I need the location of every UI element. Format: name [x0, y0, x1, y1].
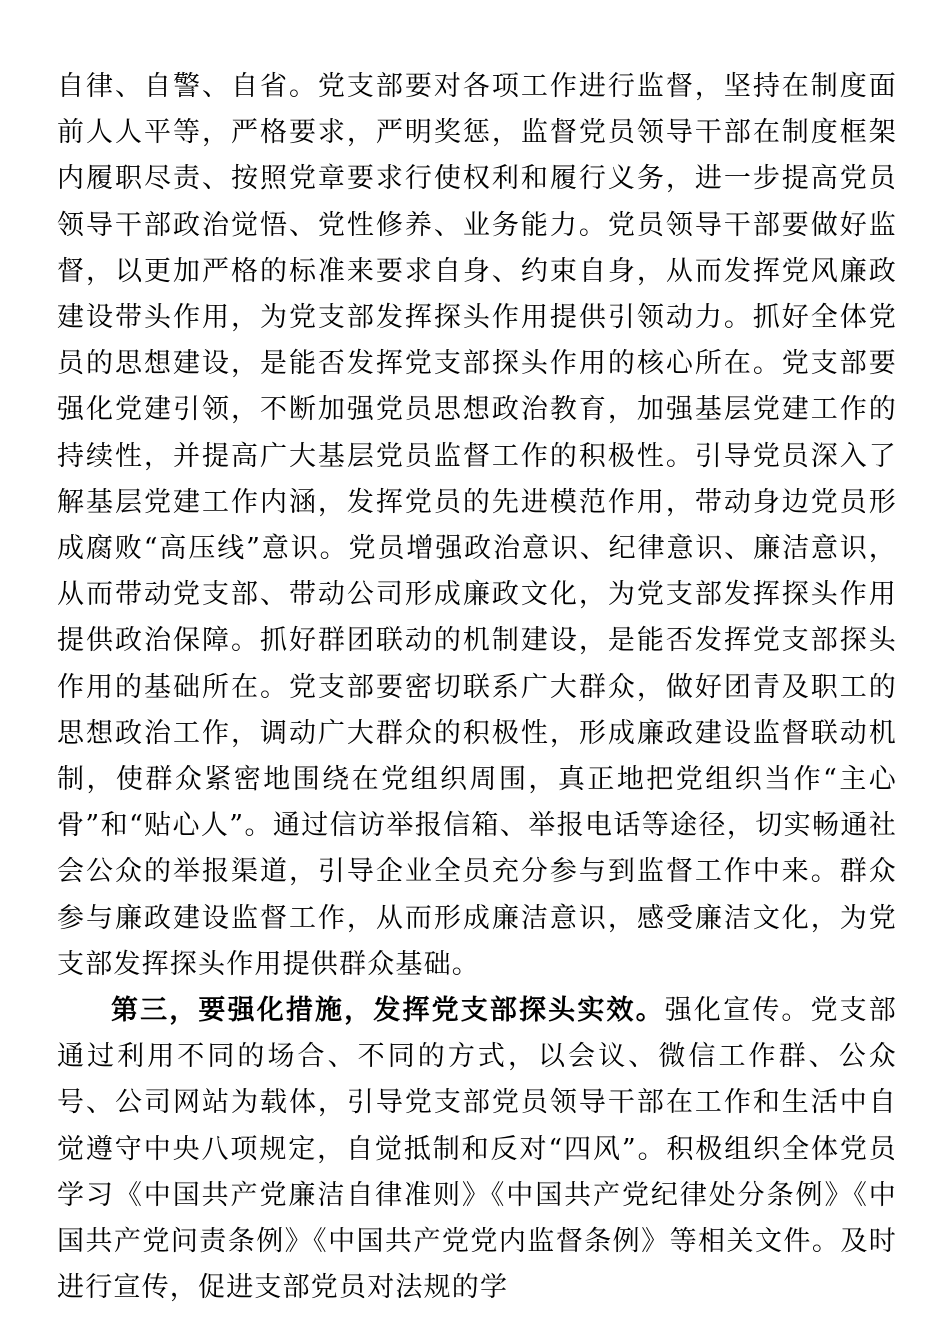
section-heading-third: 第三，要强化措施，发挥党支部探头实效。	[111, 995, 665, 1027]
body-paragraph-2-text: 强化宣传。党支部通过利用不同的场合、不同的方式，以会议、微信工作群、公众号、公司网站为载体，引导党支部党员领导干部在工作和生活中自觉遵守中央八项规定，自觉抵制和反对“四风”。积极组织全体党员学习《中国共产党廉洁自律准则》《中国共产党纪律处分条例》《中国共产党问责条例》《中国共产党党内监督条例》等相关文件。及时进行宣传，促进支部党员对法规的学	[57, 995, 897, 1304]
body-paragraph-2	[57, 988, 897, 1311]
body-paragraph-1: 自律、自警、自省。党支部要对各项工作进行监督，坚持在制度面前人人平等，严格要求，严明奖惩，监督党员领导干部在制度框架内履职尽责、按照党章要求行使权利和履行义务，进一步提高党员领导干部政治觉悟、党性修养、业务能力。党员领导干部要做好监督，以更加严格的标准来要求自身、约束自身，从而发挥党风廉政建设带头作用，为党支部发挥探头作用提供引领动力。抓好全体党员的思想建设，是能否发挥党支部探头作用的核心所在。党支部要强化党建引领，不断加强党员思想政治教育，加强基层党建工作的持续性，并提高广大基层党员监督工作的积极性。引导党员深入了解基层党建工作内涵，发挥党员的先进模范作用，带动身边党员形成腐败“高压线”意识。党员增强政治意识、纪律意识、廉洁意识，从而带动党支部、带动公司形成廉政文化，为党支部发挥探头作用提供政治保障。抓好群团联动的机制建设，是能否发挥党支部探头作用的基础所在。党支部要密切联系广大群众，做好团青及职工的思想政治工作，调动广大群众的积极性，形成廉政建设监督联动机制，使群众紧密地围绕在党组织周围，真正地把党组织当作“主心骨”和“贴心人”。通过信访举报信箱、举报电话等途径，切实畅通社会公众的举报渠道，引导企业全员充分参与到监督工作中来。群众参与廉政建设监督工作，从而形成廉洁意识，感受廉洁文化，为党支部发挥探头作用提供群众基础。	[57, 71, 897, 980]
document-page	[57, 64, 897, 1311]
